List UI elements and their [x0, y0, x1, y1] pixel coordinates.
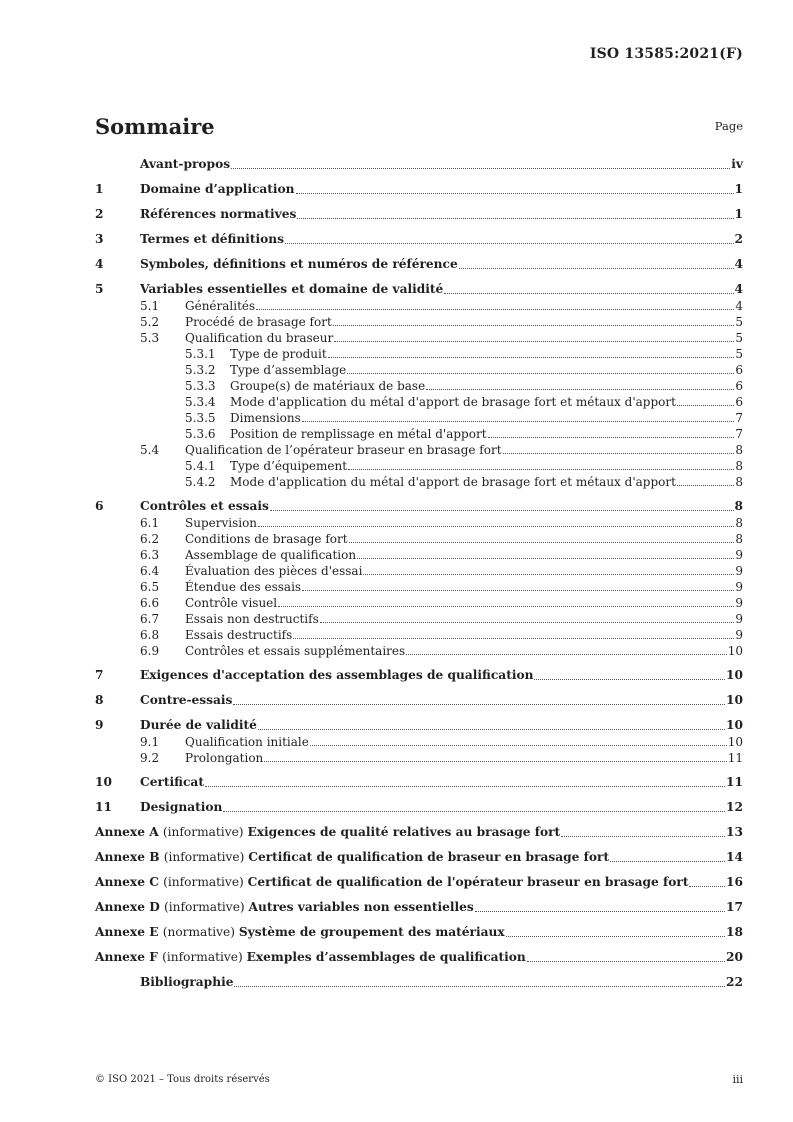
toc-entry-number: 5.3.6	[185, 427, 216, 441]
toc-entry-page: 11	[727, 751, 743, 765]
toc-entry-number: 6.6	[140, 596, 160, 610]
toc-entry-number: 9.2	[140, 751, 160, 765]
dot-leader	[610, 861, 725, 862]
toc-entry[interactable]	[95, 362, 743, 378]
toc-entry-page: 10	[726, 693, 743, 707]
toc-entry-number: 5.3.1	[185, 347, 216, 361]
document-id: ISO 13585:2021(F)	[589, 46, 743, 62]
annex-prefix: Annexe A	[95, 825, 163, 839]
toc-entry-label: Domaine d’application	[140, 182, 295, 196]
annex-title: Exigences de qualité relatives au brasage fort	[247, 825, 561, 839]
dot-leader	[506, 936, 725, 937]
toc-entry[interactable]	[95, 692, 743, 709]
dot-leader	[334, 341, 734, 342]
toc-entry-label: Qualification du braseur	[185, 331, 334, 345]
toc-entry-label: Supervision	[185, 516, 258, 530]
toc-entry-number: 5.1	[140, 299, 160, 313]
toc-entry-page: 10	[726, 718, 743, 732]
page-title: Sommaire	[95, 114, 215, 139]
toc-entry-label	[95, 924, 505, 941]
toc-entry[interactable]	[95, 824, 743, 841]
toc-entry-number: 6.3	[140, 548, 160, 562]
toc-entry-page: 18	[726, 925, 743, 939]
annex-kind: (informative)	[162, 950, 247, 964]
toc-entry-page: 14	[726, 850, 743, 864]
toc-entry[interactable]	[95, 531, 743, 547]
toc-entry-label: Variables essentielles et domaine de validité	[140, 282, 444, 296]
toc-entry-page: 7	[735, 411, 743, 425]
toc-entry[interactable]	[95, 774, 743, 791]
annex-title: Autres variables non essentielles	[248, 900, 474, 914]
dot-leader	[475, 911, 725, 912]
toc-entry-number: 6.7	[140, 612, 160, 626]
annex-prefix: Annexe B	[95, 850, 164, 864]
dot-leader	[534, 679, 725, 680]
toc-entry-number: 6.2	[140, 532, 160, 546]
annex-title: Certificat de qualification de braseur en brasage fort	[248, 850, 610, 864]
toc-entry[interactable]	[95, 899, 743, 916]
toc-entry-page: 5	[735, 331, 743, 345]
annex-prefix: Annexe C	[95, 875, 164, 889]
toc-entry-number: 5.4.2	[185, 475, 216, 489]
toc-entry-label: Essais destructifs	[185, 628, 293, 642]
toc-entry-label: Groupe(s) de matériaux de base	[230, 379, 426, 393]
toc-entry-number: 6.8	[140, 628, 160, 642]
dot-leader	[689, 886, 725, 887]
toc-entry[interactable]	[95, 410, 743, 426]
dot-leader	[347, 373, 734, 374]
toc-entry-label: Contre-essais	[140, 693, 233, 707]
toc-entry[interactable]	[95, 974, 743, 991]
toc-entry-number: 6.1	[140, 516, 160, 530]
dot-leader	[302, 590, 734, 591]
toc-entry[interactable]	[95, 611, 743, 627]
toc-entry-number: 2	[95, 207, 104, 221]
toc-entry-number: 6.4	[140, 564, 160, 578]
toc-entry-page: 8	[735, 475, 743, 489]
dot-leader	[561, 836, 725, 837]
annex-kind: (informative)	[163, 850, 249, 864]
toc-entry-label: Bibliographie	[140, 975, 234, 989]
toc-entry[interactable]	[95, 442, 743, 458]
toc-entry-label: Exigences d'acceptation des assemblages de qualification	[140, 668, 534, 682]
dot-leader	[296, 193, 734, 194]
toc-entry-label	[95, 899, 474, 916]
toc-entry-page: 9	[735, 628, 743, 642]
toc-entry-number: 4	[95, 257, 104, 271]
dot-leader	[270, 510, 734, 511]
dot-leader	[426, 389, 734, 390]
toc-entry[interactable]	[95, 515, 743, 531]
toc-entry-label: Essais non destructifs	[185, 612, 319, 626]
toc-entry-label: Évaluation des pièces d'essai	[185, 564, 363, 578]
toc-entry-page: 8	[734, 499, 743, 513]
toc-entry[interactable]	[95, 181, 743, 198]
toc-entry-number: 5.4.1	[185, 459, 216, 473]
dot-leader	[320, 622, 735, 623]
dot-leader	[677, 485, 734, 486]
toc-entry[interactable]	[95, 627, 743, 643]
toc-entry-label: Designation	[140, 800, 223, 814]
toc-entry-label: Mode d'application du métal d'apport de brasage fort et métaux d'apport	[230, 395, 676, 409]
toc-entry-page: 11	[726, 775, 743, 789]
toc-entry-page: 6	[735, 379, 743, 393]
annex-title: Exemples d’assemblages de qualification	[246, 950, 526, 964]
toc-entry-number: 5	[95, 282, 104, 296]
toc-entry-number: 5.3.4	[185, 395, 216, 409]
toc-entry-label: Contrôles et essais	[140, 499, 269, 513]
toc-entry-page: 2	[734, 232, 743, 246]
toc-entry-number: 5.3.5	[185, 411, 216, 425]
toc-entry-number: 5.3.3	[185, 379, 216, 393]
toc-entry-page: 8	[735, 532, 743, 546]
dot-leader	[363, 574, 734, 575]
dot-leader	[349, 542, 735, 543]
dot-leader	[333, 325, 735, 326]
toc-entry-label: Prolongation	[185, 751, 264, 765]
dot-leader	[278, 606, 734, 607]
toc-entry[interactable]	[95, 206, 743, 223]
dot-leader	[488, 437, 735, 438]
dot-leader	[297, 218, 733, 219]
toc-entry-label: Termes et définitions	[140, 232, 284, 246]
toc-entry-page: 13	[726, 825, 743, 839]
toc-entry-label: Type d’assemblage	[230, 363, 347, 377]
dot-leader	[348, 469, 734, 470]
toc-entry-label: Généralités	[185, 299, 256, 313]
dot-leader	[264, 761, 726, 762]
toc-entry-page: 1	[734, 207, 743, 221]
toc-entry-number: 5.3	[140, 331, 160, 345]
toc-entry-number: 5.2	[140, 315, 160, 329]
footer-copyright: © ISO 2021 – Tous droits réservés	[95, 1074, 270, 1085]
dot-leader	[256, 309, 734, 310]
toc-entry[interactable]	[95, 799, 743, 816]
toc-entry-label	[95, 824, 560, 841]
toc-entry-page: 8	[735, 459, 743, 473]
annex-title: Certificat de qualification de l'opérateur braseur en brasage fort	[247, 875, 689, 889]
toc-entry-label	[95, 849, 609, 866]
toc-entry-page: 9	[735, 580, 743, 594]
toc-entry-number: 6.9	[140, 644, 160, 658]
toc-entry-label: Type d’équipement	[230, 459, 348, 473]
toc-entry-page: 12	[726, 800, 743, 814]
toc-entry[interactable]	[95, 750, 743, 766]
toc-entry-label: Étendue des essais	[185, 580, 302, 594]
toc-entry[interactable]	[95, 156, 743, 173]
dot-leader	[258, 729, 725, 730]
dot-leader	[503, 453, 735, 454]
toc-entry[interactable]	[95, 579, 743, 595]
toc-entry[interactable]	[95, 256, 743, 273]
toc-entry[interactable]	[95, 563, 743, 579]
toc-entry[interactable]	[95, 314, 743, 330]
annex-title: Système de groupement des matériaux	[238, 925, 505, 939]
toc-entry-page: 8	[735, 443, 743, 457]
toc-entry-label: Conditions de brasage fort	[185, 532, 348, 546]
dot-leader	[231, 168, 730, 169]
toc-entry-number: 11	[95, 800, 112, 814]
toc-entry[interactable]	[95, 547, 743, 563]
dot-leader	[677, 405, 734, 406]
toc-entry-page: 9	[735, 548, 743, 562]
toc-entry[interactable]	[95, 231, 743, 248]
toc-entry-label: Avant-propos	[140, 157, 231, 171]
toc-entry[interactable]	[95, 643, 743, 659]
dot-leader	[527, 961, 725, 962]
toc-entry-page: 6	[735, 363, 743, 377]
toc-entry[interactable]	[95, 394, 743, 410]
toc-entry[interactable]	[95, 498, 743, 515]
toc-entry-page: 10	[727, 644, 743, 658]
toc-entry[interactable]	[95, 717, 743, 734]
table-of-contents	[95, 156, 743, 991]
toc-entry[interactable]	[95, 281, 743, 298]
dot-leader	[302, 421, 735, 422]
toc-entry-label: Durée de validité	[140, 718, 257, 732]
toc-entry-page: 20	[726, 950, 743, 964]
toc-entry-page: 9	[735, 612, 743, 626]
toc-entry-label: Qualification initiale	[185, 735, 309, 749]
toc-entry-label: Position de remplissage en métal d'apport	[230, 427, 487, 441]
toc-entry[interactable]	[95, 378, 743, 394]
toc-entry-page: 6	[735, 395, 743, 409]
dot-leader	[310, 745, 727, 746]
toc-entry-label: Dimensions	[230, 411, 301, 425]
toc-entry-number: 5.4	[140, 443, 160, 457]
dot-leader	[223, 811, 725, 812]
toc-entry-label	[95, 874, 688, 891]
toc-entry-page: 16	[726, 875, 743, 889]
annex-kind: (informative)	[163, 875, 248, 889]
toc-entry[interactable]	[95, 330, 743, 346]
toc-entry-number: 6.5	[140, 580, 160, 594]
toc-entry-page: 9	[735, 596, 743, 610]
dot-leader	[293, 638, 734, 639]
toc-entry-number: 5.3.2	[185, 363, 216, 377]
toc-entry-number: 9.1	[140, 735, 160, 749]
dot-leader	[233, 704, 725, 705]
toc-entry-number: 8	[95, 693, 104, 707]
toc-entry-number: 10	[95, 775, 112, 789]
toc-entry-page: 1	[734, 182, 743, 196]
annex-kind: (normative)	[162, 925, 239, 939]
toc-entry[interactable]	[95, 298, 743, 314]
toc-entry-label: Procédé de brasage fort	[185, 315, 332, 329]
dot-leader	[328, 357, 735, 358]
toc-entry[interactable]	[95, 346, 743, 362]
annex-kind: (informative)	[164, 900, 249, 914]
toc-entry[interactable]	[95, 734, 743, 750]
toc-entry[interactable]	[95, 474, 743, 490]
toc-entry-page: 10	[726, 668, 743, 682]
toc-entry-label: Assemblage de qualification	[185, 548, 357, 562]
annex-prefix: Annexe D	[95, 900, 165, 914]
toc-entry-label: Certificat	[140, 775, 204, 789]
toc-entry-page: 22	[726, 975, 743, 989]
toc-entry-page: 4	[734, 257, 743, 271]
toc-entry-number: 1	[95, 182, 104, 196]
toc-entry-label: Type de produit	[230, 347, 327, 361]
toc-entry[interactable]	[95, 874, 743, 891]
toc-entry-page: 7	[735, 427, 743, 441]
toc-entry-label	[95, 949, 526, 966]
toc-entry-page: 5	[735, 347, 743, 361]
toc-entry-number: 7	[95, 668, 104, 682]
toc-entry[interactable]	[95, 949, 743, 966]
dot-leader	[258, 526, 734, 527]
dot-leader	[205, 786, 725, 787]
toc-entry-page: 5	[735, 315, 743, 329]
annex-prefix: Annexe E	[95, 925, 163, 939]
toc-entry-label: Contrôles et essais supplémentaires	[185, 644, 406, 658]
toc-entry-page: 17	[726, 900, 743, 914]
toc-entry-page: 4	[734, 282, 743, 296]
toc-entry[interactable]	[95, 426, 743, 442]
annex-prefix: Annexe F	[95, 950, 163, 964]
dot-leader	[406, 654, 727, 655]
page-column-label: Page	[714, 119, 743, 133]
dot-leader	[234, 986, 725, 987]
dot-leader	[357, 558, 734, 559]
toc-entry-label: Contrôle visuel	[185, 596, 278, 610]
footer-page-number: iii	[732, 1073, 743, 1086]
toc-entry-label: Symboles, définitions et numéros de référence	[140, 257, 458, 271]
dot-leader	[459, 268, 734, 269]
toc-entry-number: 3	[95, 232, 104, 246]
toc-entry-page: 4	[735, 299, 743, 313]
toc-entry-number: 9	[95, 718, 104, 732]
toc-entry[interactable]	[95, 849, 743, 866]
dot-leader	[444, 293, 733, 294]
toc-entry-page: iv	[731, 157, 743, 171]
toc-entry[interactable]	[95, 667, 743, 684]
toc-entry-label: Références normatives	[140, 207, 297, 221]
toc-entry-page: 8	[735, 516, 743, 530]
toc-entry-label: Mode d'application du métal d'apport de brasage fort et métaux d'apport	[230, 475, 676, 489]
toc-entry-label: Qualification de l’opérateur braseur en brasage fort	[185, 443, 502, 457]
toc-entry-page: 10	[727, 735, 743, 749]
dot-leader	[285, 243, 734, 244]
toc-entry[interactable]	[95, 924, 743, 941]
toc-entry-page: 9	[735, 564, 743, 578]
toc-entry-number: 6	[95, 499, 104, 513]
toc-entry[interactable]	[95, 458, 743, 474]
annex-kind: (informative)	[162, 825, 248, 839]
toc-entry[interactable]	[95, 595, 743, 611]
